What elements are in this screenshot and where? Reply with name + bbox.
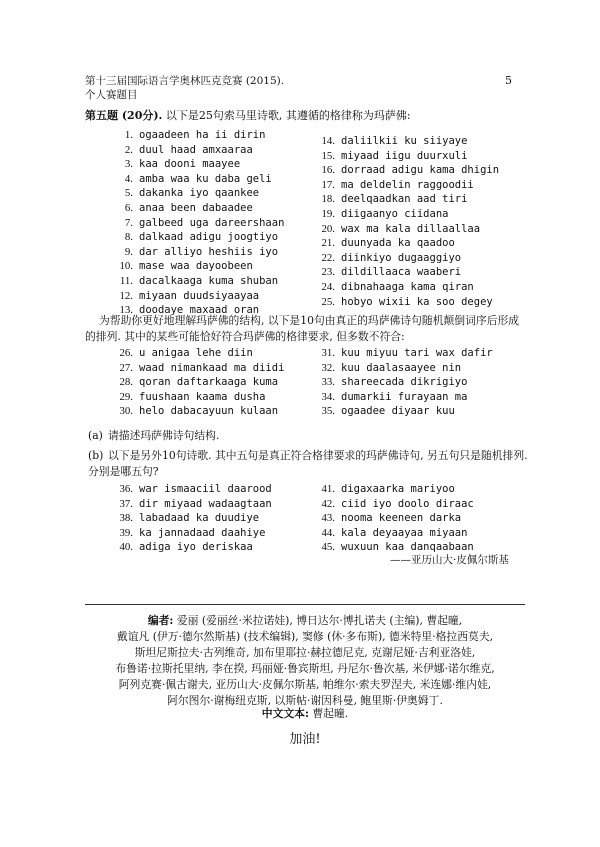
list-item [302, 375, 493, 390]
line-number: 11. [119, 274, 133, 287]
problem-label: 第五题 (20分). [85, 109, 163, 122]
editors-line-3: 斯坦尼斯拉夫·古列维奇, 加布里耶拉·赫拉德尼克, 克谢尼娅·吉利亚洛娃, [134, 646, 476, 659]
credits [85, 613, 525, 709]
line-number: 12. [119, 289, 133, 302]
poem-line: dalkaad adigu joogtiyo [139, 231, 279, 244]
line-number: 20. [321, 222, 335, 235]
list-item [100, 404, 284, 419]
list-item [302, 482, 474, 497]
editors-names-1: 爱丽 (爱丽丝·米拉诺娃), 博日达尔·博扎诺夫 (主编), 曹起曈, [176, 614, 463, 627]
line-number: 3. [124, 158, 133, 171]
poem-line: dar alliyo heshiis iyo [139, 245, 279, 258]
line-number: 15. [321, 149, 335, 162]
poem-line: digaxaarka mariyoo [341, 483, 455, 495]
closing-cheer: 加油! [289, 732, 321, 747]
line-number: 36. [119, 483, 133, 495]
line-number: 13. [119, 304, 133, 317]
header-title: 第十三届国际语言学奥林匹克竞赛 (2015). [85, 75, 285, 87]
list-item [100, 143, 310, 158]
line-number: 44. [321, 526, 335, 539]
list-item [100, 230, 310, 245]
list-item [100, 172, 310, 187]
line-number: 37. [119, 497, 133, 510]
poem-line: deelqaadkan aad tiri [341, 193, 468, 206]
poem-line: dorraad adigu kama dhigin [341, 164, 500, 177]
editors-line-4: 布鲁诺·拉斯托里纳, 李在揆, 玛丽娅·鲁宾斯坦, 丹尼尔·鲁次基, 米伊娜·诺尔维克, [115, 662, 495, 675]
list-item [100, 216, 310, 231]
chinese-text-credit [85, 706, 525, 721]
question-b-list-left [100, 482, 272, 555]
problem-statement [85, 107, 525, 123]
shuffle-explanation: 为帮助你更好地理解玛萨佛的结构, 以下是10句由真正的玛萨佛诗句随机颠倒词序后形成的排列. 其中的某些可能恰好符合玛萨佛的格律要求, 但多数不符合: [85, 314, 520, 343]
line-number: 9. [124, 245, 133, 258]
poem-line: ogaadeen ha ii dirin [139, 129, 266, 141]
line-number: 21. [321, 237, 335, 250]
line-number: 38. [119, 512, 133, 525]
poem-line: helo dabacayuun kulaan [139, 405, 279, 418]
poem-line: duunyada ka qaadoo [341, 237, 455, 250]
line-number: 8. [124, 231, 133, 244]
line-number: 26. [119, 347, 133, 359]
line-number: 25. [321, 295, 335, 308]
line-number: 34. [321, 390, 335, 403]
line-number: 27. [119, 361, 133, 374]
line-number: 4. [124, 172, 133, 185]
editors-line-1 [85, 613, 525, 629]
editors-line-5: 阿列克赛·佩古谢夫, 亚历山大·皮佩尔斯基, 帕维尔·索夫罗涅夫, 米连娜·维内娃, [118, 678, 492, 691]
shuffled-list-left [100, 346, 284, 419]
poem-list-right [302, 134, 532, 309]
poem-line: kala deyaayaa miyaan [341, 526, 468, 539]
line-number: 14. [321, 135, 335, 147]
page-number: 5 [505, 74, 512, 87]
poem-line: ka jannadaad daahiye [139, 526, 266, 539]
poem-line: qoran daftarkaaga kuma [139, 376, 279, 389]
list-item [100, 259, 310, 274]
line-number: 35. [321, 405, 335, 418]
poem-line: dir miyaad wadaagtaan [139, 497, 272, 510]
poem-line: u anigaa lehe diin [139, 347, 253, 359]
poem-line: dumarkii furayaan ma [341, 390, 468, 403]
list-item [100, 289, 310, 304]
list-item [302, 149, 532, 164]
poem-line: duul haad amxaaraa [139, 143, 253, 156]
editors-label: 编者: [147, 614, 174, 627]
line-number: 31. [321, 347, 335, 359]
list-item [302, 404, 493, 419]
poem-line: mase waa dayoobeen [139, 260, 253, 273]
question-b [88, 448, 528, 480]
line-number: 43. [321, 512, 335, 525]
poem-line: labadaad ka duudiye [139, 512, 260, 525]
list-item [100, 540, 272, 555]
poem-list-left [100, 128, 310, 318]
poem-line: diinkiyo dugaaggiyo [341, 251, 462, 264]
list-item [302, 192, 532, 207]
list-item [100, 511, 272, 526]
poem-line: kuu daalasaayee nin [341, 361, 462, 374]
poem-line: dakanka iyo qaankee [139, 187, 260, 200]
line-number: 1. [124, 129, 133, 141]
list-item [302, 236, 532, 251]
poem-line: ma deldelin raggoodii [341, 178, 474, 191]
editors-line-6: 阿尔图尔·谢梅纽克斯, 以斯帖·谢因科曼, 鲍里斯·伊奥姆丁. [167, 694, 443, 707]
list-item [100, 274, 310, 289]
list-item [302, 390, 493, 405]
list-item [302, 134, 532, 149]
poem-line: dibnahaaga kama qiran [341, 280, 474, 293]
list-item [302, 361, 493, 376]
list-item [100, 346, 284, 361]
list-item [302, 251, 532, 266]
poem-line: kuu miyuu tari wax dafir [341, 347, 493, 359]
line-number: 41. [321, 483, 335, 495]
line-number: 32. [321, 361, 335, 374]
poem-line: miyaad iigu duurxuli [341, 149, 468, 162]
list-item [302, 178, 532, 193]
list-item [302, 222, 532, 237]
poem-line: war ismaaciil daarood [139, 483, 272, 495]
line-number: 18. [321, 193, 335, 206]
line-number: 30. [119, 405, 133, 418]
line-number: 16. [321, 164, 335, 177]
line-number: 19. [321, 207, 335, 220]
list-item [302, 280, 532, 295]
poem-line: wuxuun kaa danqaabaan [341, 541, 474, 554]
line-number: 28. [119, 376, 133, 389]
line-number: 6. [124, 201, 133, 214]
chinese-text-label: 中文文本: [261, 707, 309, 720]
question-a-label: (a) [88, 429, 103, 442]
poem-line: amba waa ku daba geli [139, 172, 272, 185]
poem-line: wax ma kala dillaallaa [341, 222, 481, 235]
poem-line: nooma keeneen darka [341, 512, 462, 525]
list-item [100, 526, 272, 541]
poem-line: hobyo wixii ka soo degey [341, 295, 493, 308]
poem-line: miyaan duudsiyaayaa [139, 289, 260, 302]
question-a-text: 请描述玛萨佛诗句结构. [108, 429, 220, 442]
poem-line: anaa been dabaadee [139, 201, 253, 214]
poem-line: daliilkii ku siiyaye [341, 135, 468, 147]
list-item [100, 128, 310, 143]
line-number: 10. [119, 260, 133, 273]
list-item [302, 207, 532, 222]
line-number: 45. [321, 541, 335, 554]
list-item [100, 497, 272, 512]
problem-intro: 以下是25句索马里诗歌, 其遵循的格律称为玛萨佛: [165, 109, 411, 122]
line-number: 2. [124, 143, 133, 156]
question-b-text: 以下是另外10句诗歌. 其中五句是真正符合格律要求的玛萨佛诗句, 另五句只是随机排列. 分别是哪五句? [88, 449, 528, 478]
poem-line: dacalkaaga kuma shuban [139, 274, 279, 287]
list-item [302, 526, 474, 541]
list-item [100, 245, 310, 260]
list-item [100, 361, 284, 376]
line-number: 17. [321, 178, 335, 191]
line-number: 42. [321, 497, 335, 510]
poem-line: kaa dooni maayee [139, 158, 241, 171]
line-number: 23. [321, 266, 335, 279]
question-a [88, 428, 219, 443]
list-item [100, 482, 272, 497]
line-number: 39. [119, 526, 133, 539]
list-item [302, 497, 474, 512]
poem-line: adiga iyo deriskaa [139, 541, 253, 554]
header-subtitle: 个人赛题目 [85, 89, 138, 101]
poem-line: diigaanyo ciidana [341, 207, 449, 220]
editors-line-2: 戴谊凡 (伊万·德尔然斯基) (技术编辑), 窦修 (休·多布斯), 德米特里·格拉西莫夫, [116, 630, 494, 643]
line-number: 7. [124, 216, 133, 229]
list-item [100, 375, 284, 390]
poem-line: shareecada dikrigiyo [341, 376, 468, 389]
poem-line: waad nimankaad ma diidi [139, 361, 285, 374]
shuffled-list-right [302, 346, 493, 419]
list-item [100, 157, 310, 172]
page-header [85, 74, 284, 102]
poem-line: ciid iyo doolo diraac [341, 497, 474, 510]
author-signature: ——亚历山大·皮佩尔斯基 [390, 554, 509, 566]
list-item [302, 163, 532, 178]
line-number: 24. [321, 280, 335, 293]
divider [85, 604, 525, 605]
list-item [100, 201, 310, 216]
poem-line: doodaye maxaad oran [139, 304, 260, 317]
list-item [302, 346, 493, 361]
list-item [302, 511, 474, 526]
list-item [302, 265, 532, 280]
list-item [100, 390, 284, 405]
question-b-list-right [302, 482, 474, 555]
question-b-label: (b) [88, 449, 104, 462]
chinese-text-name: 曹起曈. [312, 707, 349, 720]
line-number: 5. [124, 187, 133, 200]
poem-line: ogaadee diyaar kuu [341, 405, 455, 418]
poem-line: fuushaan kaama dusha [139, 390, 266, 403]
line-number: 40. [119, 541, 133, 554]
list-item [100, 186, 310, 201]
list-item [302, 295, 532, 310]
line-number: 33. [321, 376, 335, 389]
line-number: 22. [321, 251, 335, 264]
poem-line: galbeed uga dareershaan [139, 216, 285, 229]
poem-line: dildillaaca waaberi [341, 266, 462, 279]
line-number: 29. [119, 390, 133, 403]
